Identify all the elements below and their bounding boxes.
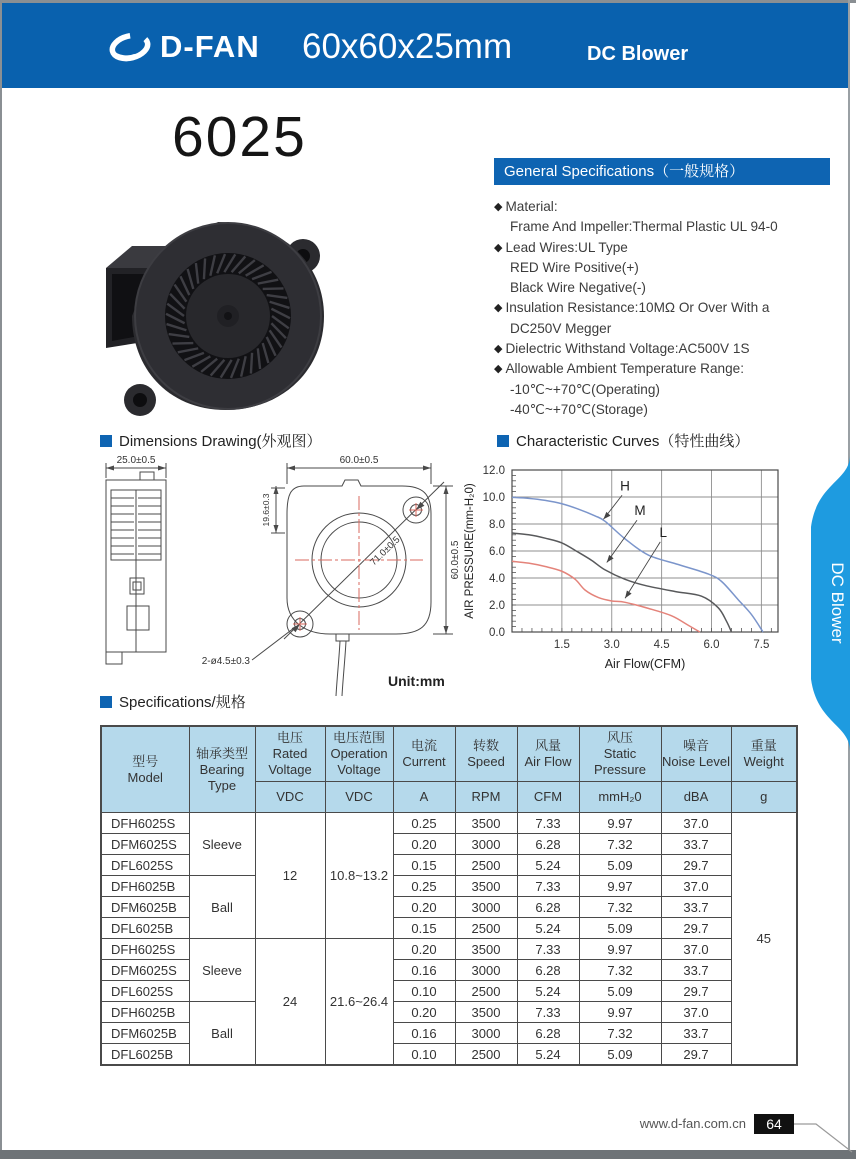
- bearing-cell: Sleeve: [189, 813, 255, 876]
- value-cell: 7.33: [517, 1002, 579, 1023]
- spec-item-continuation: Frame And Impeller:Thermal Plastic UL 94-0: [510, 219, 778, 235]
- col-unit: VDC: [325, 782, 393, 813]
- col-header: 转数 Speed: [455, 726, 517, 782]
- value-cell: 0.10: [393, 981, 455, 1002]
- value-cell: 0.20: [393, 939, 455, 960]
- col-unit: g: [731, 782, 797, 813]
- col-header: 电压范围 Operation Voltage: [325, 726, 393, 782]
- website-url: www.d-fan.com.cn: [639, 1116, 746, 1131]
- value-cell: 9.97: [579, 1002, 661, 1023]
- model-cell: DFM6025S: [101, 834, 189, 855]
- dim-holes: 2-ø4.5±0.3: [201, 656, 250, 667]
- value-cell: 7.33: [517, 813, 579, 834]
- model-cell: DFL6025B: [101, 1044, 189, 1066]
- value-cell: 29.7: [661, 1044, 731, 1066]
- col-header: 电压 Rated Voltage: [255, 726, 325, 782]
- operation-voltage-cell: 21.6~26.4: [325, 939, 393, 1066]
- spec-item: ◆ Lead Wires:UL Type: [494, 239, 628, 255]
- value-cell: 37.0: [661, 813, 731, 834]
- model-cell: DFH6025S: [101, 813, 189, 834]
- model-cell: DFH6025B: [101, 1002, 189, 1023]
- page-border-left: [0, 0, 2, 1159]
- diamond-bullet-icon: ◆: [494, 201, 503, 213]
- diamond-bullet-icon: ◆: [494, 302, 503, 315]
- value-cell: 3500: [455, 939, 517, 960]
- page-number-badge: 64: [754, 1114, 794, 1134]
- footer-decoration-line: [0, 1108, 856, 1158]
- header-banner: [2, 3, 848, 88]
- table-row: [101, 876, 797, 897]
- value-cell: 9.97: [579, 939, 661, 960]
- spec-item-continuation: -10℃~+70℃(Operating): [510, 381, 660, 397]
- spec-item: ◆ Material:: [494, 199, 558, 214]
- value-cell: 0.25: [393, 876, 455, 897]
- curves-section-title: Characteristic Curves（特性曲线）: [497, 430, 749, 451]
- col-unit: mmH₂0: [579, 782, 661, 813]
- value-cell: 3500: [455, 876, 517, 897]
- value-cell: 7.32: [579, 1023, 661, 1044]
- value-cell: 29.7: [661, 981, 731, 1002]
- svg-text:10.0: 10.0: [482, 492, 505, 504]
- dimensions-drawing: [90, 450, 465, 702]
- value-cell: 37.0: [661, 1002, 731, 1023]
- value-cell: 5.24: [517, 918, 579, 939]
- blue-square-bullet-icon: [100, 696, 112, 708]
- col-header: 重量 Weight: [731, 726, 797, 782]
- value-cell: 0.15: [393, 918, 455, 939]
- value-cell: 6.28: [517, 960, 579, 981]
- table-row: [101, 1002, 797, 1023]
- value-cell: 9.97: [579, 876, 661, 897]
- table-row: [101, 813, 797, 834]
- value-cell: 0.25: [393, 813, 455, 834]
- col-header: 噪音 Noise Level: [661, 726, 731, 782]
- svg-text:0.0: 0.0: [489, 627, 505, 639]
- svg-text:M: M: [634, 503, 646, 519]
- model-cell: DFL6025S: [101, 981, 189, 1002]
- svg-text:7.5: 7.5: [753, 639, 770, 651]
- value-cell: 5.09: [579, 918, 661, 939]
- value-cell: 37.0: [661, 876, 731, 897]
- col-header: 电流 Current: [393, 726, 455, 782]
- general-specifications-list: [494, 197, 830, 420]
- svg-text:Air Flow(CFM): Air Flow(CFM): [604, 657, 686, 671]
- col-header: 型号 Model: [101, 726, 189, 813]
- model-cell: DFM6025B: [101, 897, 189, 918]
- svg-text:12.0: 12.0: [482, 465, 505, 477]
- svg-text:1.5: 1.5: [553, 639, 570, 651]
- dim-diagonal: 71.0±0.5: [368, 534, 403, 568]
- dim-inlet-offset: 19.6±0.3: [261, 493, 271, 527]
- value-cell: 3500: [455, 1002, 517, 1023]
- value-cell: 3000: [455, 897, 517, 918]
- value-cell: 0.16: [393, 1023, 455, 1044]
- svg-text:6.0: 6.0: [489, 546, 505, 558]
- value-cell: 5.24: [517, 855, 579, 876]
- svg-text:2.0: 2.0: [489, 600, 505, 612]
- value-cell: 0.16: [393, 960, 455, 981]
- specifications-section: [100, 691, 796, 1066]
- col-unit: RPM: [455, 782, 517, 813]
- spec-item: ◆ Insulation Resistance:10MΩ Or Over With a: [494, 300, 770, 316]
- value-cell: 33.7: [661, 834, 731, 855]
- value-cell: 5.09: [579, 1044, 661, 1066]
- product-size: 60x60x25mm: [302, 27, 513, 66]
- spec-item-continuation: RED Wire Positive(+): [510, 259, 639, 275]
- dim-front-width: 60.0±0.5: [339, 455, 379, 466]
- value-cell: 5.24: [517, 1044, 579, 1066]
- value-cell: 3500: [455, 813, 517, 834]
- value-cell: 29.7: [661, 855, 731, 876]
- svg-text:L: L: [659, 524, 668, 540]
- general-specifications-section: [494, 158, 830, 420]
- col-header: 风量 Air Flow: [517, 726, 579, 782]
- spec-item-continuation: -40℃~+70℃(Storage): [510, 401, 648, 417]
- value-cell: 7.32: [579, 834, 661, 855]
- unit-label: Unit:mm: [388, 673, 445, 689]
- bearing-cell: Ball: [189, 1002, 255, 1066]
- value-cell: 0.20: [393, 897, 455, 918]
- svg-text:3.0: 3.0: [603, 639, 620, 651]
- model-cell: DFM6025S: [101, 960, 189, 981]
- product-photo: [98, 176, 338, 426]
- svg-text:4.5: 4.5: [653, 639, 670, 651]
- dim-side-width: 25.0±0.5: [116, 455, 156, 466]
- table-body: [101, 813, 797, 1066]
- dimension-arrows: [106, 466, 449, 635]
- page-title: 6025: [172, 105, 307, 169]
- page-footer: [0, 1108, 856, 1158]
- value-cell: 5.09: [579, 855, 661, 876]
- diamond-bullet-icon: ◆: [494, 363, 503, 376]
- value-cell: 37.0: [661, 939, 731, 960]
- dimensions-section-title: Dimensions Drawing(外观图）: [100, 430, 322, 451]
- model-cell: DFH6025S: [101, 939, 189, 960]
- value-cell: 29.7: [661, 918, 731, 939]
- specifications-table: [100, 725, 798, 1066]
- value-cell: 6.28: [517, 1023, 579, 1044]
- spec-item: ◆ Dielectric Withstand Voltage:AC500V 1S: [494, 341, 750, 357]
- value-cell: 33.7: [661, 897, 731, 918]
- operation-voltage-cell: 10.8~13.2: [325, 813, 393, 939]
- bearing-cell: Ball: [189, 876, 255, 939]
- value-cell: 33.7: [661, 960, 731, 981]
- svg-text:H: H: [620, 478, 630, 494]
- value-cell: 0.10: [393, 1044, 455, 1066]
- blue-square-bullet-icon: [100, 435, 112, 447]
- value-cell: 33.7: [661, 1023, 731, 1044]
- value-cell: 0.15: [393, 855, 455, 876]
- model-cell: DFH6025B: [101, 876, 189, 897]
- value-cell: 7.32: [579, 897, 661, 918]
- brand-logo: [108, 29, 260, 65]
- value-cell: 5.24: [517, 981, 579, 1002]
- diamond-bullet-icon: ◆: [494, 343, 503, 356]
- value-cell: 0.20: [393, 834, 455, 855]
- value-cell: 2500: [455, 918, 517, 939]
- svg-text:8.0: 8.0: [489, 519, 505, 531]
- general-specifications-title: General Specifications（一般规格）: [494, 158, 830, 185]
- svg-text:6.0: 6.0: [703, 639, 720, 651]
- side-tab: [803, 455, 850, 751]
- product-type: DC Blower: [587, 43, 689, 65]
- table-header: [101, 726, 797, 813]
- value-cell: 7.32: [579, 960, 661, 981]
- value-cell: 3000: [455, 1023, 517, 1044]
- svg-text:AIR PRESSURE(mm-H₂0): AIR PRESSURE(mm-H₂0): [464, 483, 476, 619]
- value-cell: 2500: [455, 1044, 517, 1066]
- bearing-cell: Sleeve: [189, 939, 255, 1002]
- characteristic-curve-chart: [460, 456, 795, 689]
- spec-item-continuation: DC250V Megger: [510, 320, 612, 336]
- side-tab-label: DC Blower: [828, 562, 847, 644]
- model-cell: DFM6025B: [101, 1023, 189, 1044]
- col-header: 风压 Static Pressure: [579, 726, 661, 782]
- value-cell: 3000: [455, 960, 517, 981]
- chart-canvas: [460, 456, 795, 684]
- model-cell: DFL6025S: [101, 855, 189, 876]
- weight-cell: 45: [731, 813, 797, 1066]
- value-cell: 6.28: [517, 834, 579, 855]
- col-unit: CFM: [517, 782, 579, 813]
- diamond-bullet-icon: ◆: [494, 241, 503, 254]
- value-cell: 0.20: [393, 1002, 455, 1023]
- specifications-section-title: Specifications/规格: [100, 691, 796, 712]
- value-cell: 6.28: [517, 897, 579, 918]
- model-cell: DFL6025B: [101, 918, 189, 939]
- spec-item-continuation: Black Wire Negative(-): [510, 280, 646, 296]
- rated-voltage-cell: 12: [255, 813, 325, 939]
- swirl-logo-icon: [108, 31, 152, 63]
- col-unit: A: [393, 782, 455, 813]
- spec-item: ◆ Allowable Ambient Temperature Range:: [494, 361, 745, 377]
- dim-front-height: 60.0±0.5: [450, 540, 461, 580]
- value-cell: 9.97: [579, 813, 661, 834]
- table-row: [101, 939, 797, 960]
- col-header: 轴承类型 Bearing Type: [189, 726, 255, 813]
- rated-voltage-cell: 24: [255, 939, 325, 1066]
- value-cell: 7.33: [517, 876, 579, 897]
- value-cell: 2500: [455, 855, 517, 876]
- blue-square-bullet-icon: [497, 435, 509, 447]
- brand-name: D-FAN: [160, 29, 260, 64]
- value-cell: 5.09: [579, 981, 661, 1002]
- col-unit: VDC: [255, 782, 325, 813]
- value-cell: 2500: [455, 981, 517, 1002]
- value-cell: 7.33: [517, 939, 579, 960]
- svg-text:4.0: 4.0: [489, 573, 505, 585]
- value-cell: 3000: [455, 834, 517, 855]
- col-unit: dBA: [661, 782, 731, 813]
